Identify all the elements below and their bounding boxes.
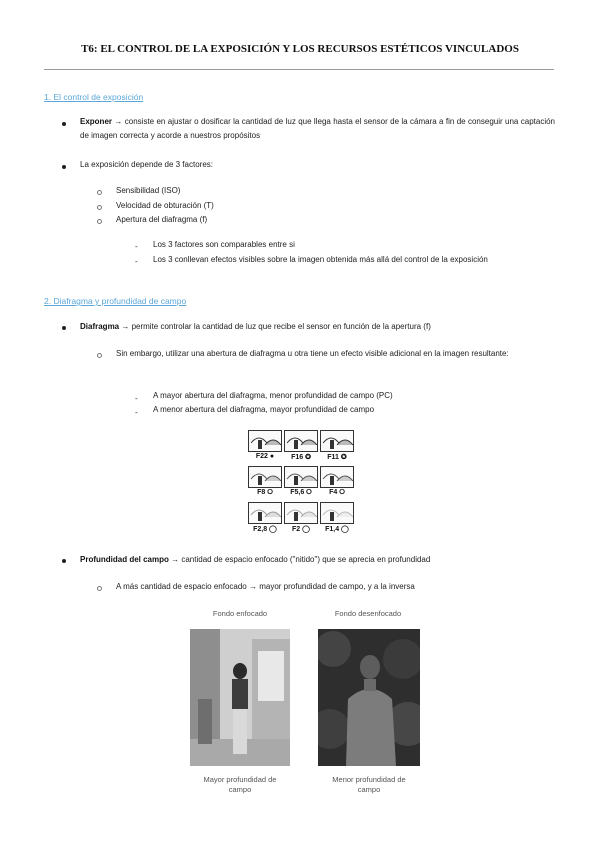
photo-right-caption-bottom: Menor profundidad de campo [332,775,406,794]
aperture-label: F11 ✪ [327,454,347,461]
photo-left-caption-bottom: Mayor profundidad de campo [203,775,277,794]
bullet-dot [62,559,66,563]
aperture-scene-image [248,466,282,488]
aperture-cell [320,430,354,464]
aperture-label: F1,4 ◯ [325,526,349,533]
sub-bullet-ring [97,190,102,195]
diafragma-definition: → permite controlar la cantidad de luz que recibe el sensor en función de la apertura (f) [119,322,431,331]
aperture-cell [284,430,318,464]
sub-bullet-ring [97,219,102,224]
aperture-scene-image [320,466,354,488]
aperture-cell [320,466,354,500]
aperture-label: F4 ⭘ [329,489,345,496]
effect-menor-abertura: A menor abertura del diafragma, mayor profundidad de campo [153,405,375,414]
aperture-cell [248,502,282,536]
aperture-cell [284,502,318,536]
aperture-label: F5,6 ⭘ [290,489,312,496]
photo-fondo-enfocado [190,629,290,766]
factor-diafragma: Apertura del diafragma (f) [116,215,208,224]
sub-bullet-ring [97,586,102,591]
aperture-diagram [248,430,354,538]
dash-bullet: - [135,408,138,417]
document-title: T6: EL CONTROL DE LA EXPOSICIÓN Y LOS RECURSOS ESTÉTICOS VINCULADOS [81,43,519,55]
factor-obturacion: Velocidad de obturación (T) [116,201,214,210]
aperture-scene-image [248,502,282,524]
exponer-definition: → consiste en ajustar o dosificar la cantidad de luz que llega hasta el sensor de la cámara a fin de conseguir una captación de imagen correcta y acorde a nuestros propósitos [80,117,555,140]
aperture-scene-image [248,430,282,452]
pdc-sub-text: A más cantidad de espacio enfocado → mayor profundidad de campo, y a la inversa [116,582,415,591]
diafragma-paragraph [80,320,431,334]
pdc-term: Profundidad del campo [80,555,169,564]
pdc-paragraph [80,553,430,567]
aperture-cell [248,430,282,464]
aperture-scene-image [284,466,318,488]
aperture-scene-image [284,502,318,524]
photo-left-caption-top: Fondo enfocado [212,609,268,618]
section-2-heading[interactable]: 2. Diafragma y profundidad de campo [44,296,187,306]
aperture-label: F2 ◯ [292,526,310,533]
bullet-dot [62,326,66,330]
section-1-heading[interactable]: 1. El control de exposición [44,92,144,102]
sub-bullet-ring [97,353,102,358]
diafragma-term: Diafragma [80,322,120,331]
photo-fondo-desenfocado [318,629,420,766]
photo-right-caption-top: Fondo desenfocado [334,609,402,618]
dash-bullet: - [135,257,138,266]
aperture-cell [284,466,318,500]
note-efectos: Los 3 conllevan efectos visibles sobre la imagen obtenida más allá del control de la exposición [153,255,488,264]
dash-bullet: - [135,394,138,403]
aperture-scene-image [320,502,354,524]
bullet-dot [62,122,66,126]
exponer-term: Exponer [80,117,113,126]
aperture-scene-image [284,430,318,452]
effect-mayor-abertura: A mayor abertura del diafragma, menor profundidad de campo (PC) [153,391,393,400]
exponer-paragraph [80,115,555,143]
aperture-cell [320,502,354,536]
dash-bullet: - [135,242,138,251]
pdc-definition: → cantidad de espacio enfocado ("nitido") que se aprecia en profundidad [168,555,431,564]
aperture-label: F8 ⭘ [257,489,273,496]
note-comparable: Los 3 factores son comparables entre si [153,240,295,249]
aperture-label: F16 ✪ [291,454,311,461]
aperture-scene-image [320,430,354,452]
aperture-label: F2,8 ◯ [253,526,277,533]
title-divider [44,69,554,70]
factores-intro: La exposición depende de 3 factores: [80,160,213,169]
sub-bullet-ring [97,205,102,210]
aperture-cell [248,466,282,500]
bullet-dot [62,165,66,169]
factor-iso: Sensibilidad (ISO) [116,186,181,195]
sin-embargo-text: Sin embargo, utilizar una abertura de diafragma u otra tiene un efecto visible adicional en la imagen resultante: [116,349,509,358]
aperture-label: F22 ● [255,453,275,460]
